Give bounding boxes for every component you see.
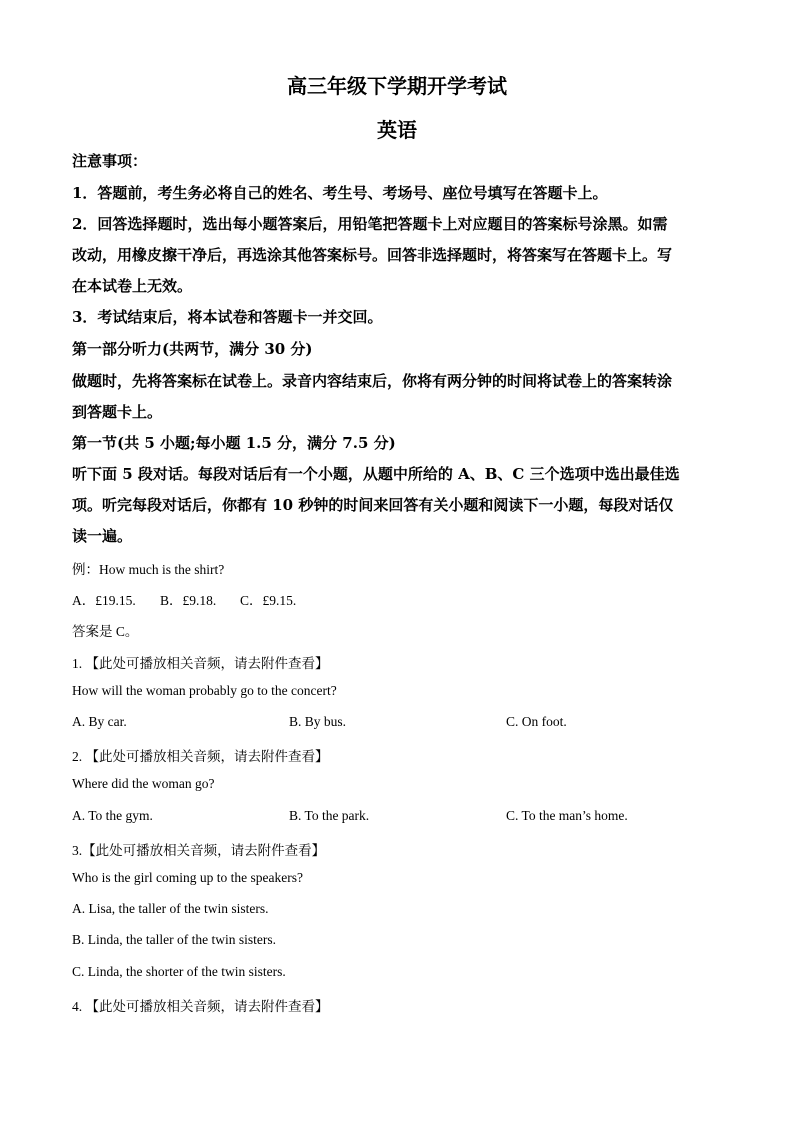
question-2-audio-link[interactable]: 2. 【此处可播放相关音频，请去附件查看】: [72, 749, 329, 764]
section1-heading: 第一节(共 5 小题;每小题 1.5 分，满分 7.5 分): [72, 434, 396, 452]
notice-item-3: 3．考试结束后，将本试卷和答题卡一并交回。: [72, 308, 383, 326]
notice-item-1: 1．答题前，考生务必将自己的姓名、考生号、考场号、座位号填写在答题卡上。: [72, 184, 608, 202]
question-2-text: Where did the woman go?: [72, 776, 215, 791]
question-1-option-b: B. By bus.: [289, 714, 347, 729]
question-3-option-c: C. Linda, the shorter of the twin sisters.: [72, 964, 286, 979]
part1-instruction-line-2: 到答题卡上。: [72, 403, 163, 421]
question-2-option-c: C. To the man’s home.: [506, 808, 628, 823]
question-1-audio-link[interactable]: 1. 【此处可播放相关音频，请去附件查看】: [72, 656, 329, 671]
notice-item-2-line-1: 2．回答选择题时，选出每小题答案后，用铅笔把答题卡上对应题目的答案标号涂黑。如需: [72, 215, 668, 233]
question-2-option-a: A. To the gym.: [72, 808, 153, 823]
part1-heading: 第一部分听力(共两节，满分 30 分): [72, 340, 313, 358]
example-option-c: C．£9.15.: [240, 593, 297, 608]
part1-instruction-line-1: 做题时，先将答案标在试卷上。录音内容结束后，你将有两分钟的时间将试卷上的答案转涂: [72, 372, 673, 390]
example-option-a: A．£19.15.: [72, 593, 136, 608]
section1-instruction-line-3: 读一遍。: [72, 527, 133, 545]
example-option-b: B．£9.18.: [160, 593, 217, 608]
question-2-option-b: B. To the park.: [289, 808, 370, 823]
question-3-audio-link[interactable]: 3.【此处可播放相关音频，请去附件查看】: [72, 843, 326, 858]
question-3-option-b: B. Linda, the taller of the twin sisters.: [72, 932, 276, 947]
notice-heading: 注意事项：: [72, 152, 148, 170]
example-question: 例：How much is the shirt?: [72, 562, 225, 577]
exam-title: 高三年级下学期开学考试: [287, 74, 507, 98]
example-answer: 答案是 C。: [72, 624, 139, 639]
section1-instruction-line-1: 听下面 5 段对话。每段对话后有一个小题，从题中所给的 A、B、C 三个选项中选出最佳选: [72, 465, 680, 483]
exam-subject: 英语: [377, 118, 417, 142]
question-1-text: How will the woman probably go to the concert?: [72, 683, 337, 698]
question-1-option-c: C. On foot.: [506, 714, 567, 729]
notice-item-2-line-2: 改动，用橡皮擦干净后，再选涂其他答案标号。回答非选择题时，将答案写在答题卡上。写: [72, 246, 673, 264]
question-3-option-a: A. Lisa, the taller of the twin sisters.: [72, 901, 269, 916]
notice-item-2-line-3: 在本试卷上无效。: [72, 277, 193, 295]
question-1-option-a: A. By car.: [72, 714, 127, 729]
section1-instruction-line-2: 项。听完每段对话后，你都有 10 秒钟的时间来回答有关小题和阅读下一小题，每段对话仅: [72, 496, 674, 514]
question-3-text: Who is the girl coming up to the speakers?: [72, 870, 303, 885]
question-4-audio-link[interactable]: 4. 【此处可播放相关音频，请去附件查看】: [72, 999, 329, 1014]
